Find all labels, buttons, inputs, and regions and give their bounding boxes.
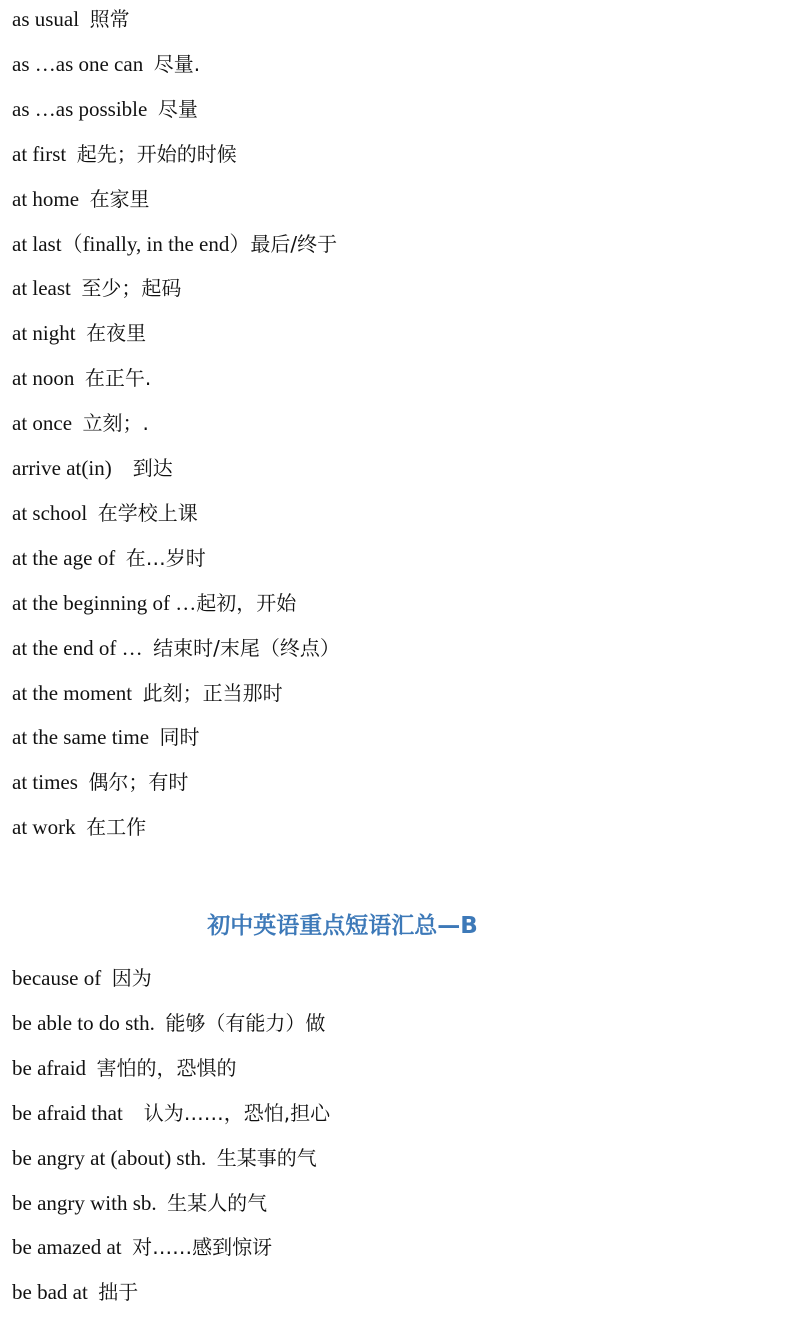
phrase-chinese: 在…岁时	[125, 545, 206, 570]
phrase-line	[12, 4, 130, 34]
phrase-gap	[76, 321, 87, 345]
phrase-chinese: 害怕的，恐惧的	[96, 1055, 237, 1080]
phrase-english: at the age of	[12, 545, 116, 570]
phrase-gap	[88, 1280, 99, 1304]
phrase-chinese: 尽量	[157, 96, 198, 121]
phrase-gap	[149, 725, 160, 749]
phrase-english: at work	[12, 815, 76, 840]
phrase-english: be afraid that	[12, 1100, 123, 1125]
phrase-english: at the moment	[12, 680, 133, 705]
phrase-chinese: 在学校上课	[97, 500, 198, 525]
phrase-line	[12, 1008, 325, 1038]
phrase-gap	[86, 1056, 97, 1080]
phrase-chinese: 偶尔；有时	[88, 770, 189, 795]
phrase-chinese: 认为……，恐怕,担心	[143, 1100, 331, 1125]
phrase-chinese: 生某事的气	[216, 1145, 317, 1170]
phrase-line	[12, 1277, 138, 1307]
phrase-english: be angry with sb.	[12, 1190, 157, 1215]
phrase-gap	[79, 7, 90, 31]
phrase-chinese: 照常	[89, 7, 130, 31]
phrase-line	[12, 1098, 330, 1128]
phrase-gap	[66, 142, 77, 166]
phrase-chinese: 在家里	[89, 186, 150, 211]
phrase-english: as …as possible	[12, 96, 148, 121]
phrase-chinese: 对……感到惊讶	[132, 1235, 273, 1260]
phrase-english: as usual	[12, 7, 80, 31]
phrase-english: at first	[12, 141, 67, 166]
phrase-english: be amazed at	[12, 1235, 122, 1260]
phrase-line	[12, 633, 340, 663]
section-b-heading: 初中英语重点短语汇总—B	[207, 913, 478, 939]
phrase-gap	[74, 366, 85, 390]
phrase-english: be afraid	[12, 1055, 87, 1080]
phrase-line	[12, 1232, 272, 1262]
phrase-chinese: 能够（有能力）做	[165, 1010, 326, 1035]
phrase-chinese: 结束时/末尾（终点）	[153, 635, 340, 660]
phrase-chinese: 拙于	[98, 1280, 139, 1305]
phrase-chinese: 立刻；.	[82, 411, 149, 436]
phrase-chinese: 同时	[159, 725, 200, 750]
phrase-english: at once	[12, 411, 73, 436]
phrase-chinese: 尽量.	[153, 51, 201, 76]
phrase-line	[12, 363, 151, 393]
phrase-line	[12, 273, 181, 303]
phrase-gap	[72, 411, 83, 435]
phrase-gap	[155, 1011, 166, 1035]
phrase-chinese: 最后/终于	[250, 231, 338, 256]
phrase-gap	[78, 770, 89, 794]
phrase-line	[12, 1143, 317, 1173]
phrase-gap	[115, 546, 126, 570]
phrase-line	[12, 1188, 267, 1218]
phrase-line	[12, 184, 150, 214]
phrase-english: be bad at	[12, 1280, 88, 1305]
phrase-english: at the beginning of …	[12, 590, 197, 615]
phrase-english: be able to do sth.	[12, 1010, 155, 1035]
phrase-line	[12, 588, 296, 618]
phrase-english: at night	[12, 321, 76, 346]
phrase-line	[12, 767, 188, 797]
phrase-english: at the end of …	[12, 635, 143, 660]
phrase-gap	[143, 52, 154, 76]
phrase-line	[12, 453, 173, 483]
phrase-gap	[122, 1235, 133, 1259]
phrase-line	[12, 722, 200, 752]
phrase-english: at school	[12, 500, 88, 525]
phrase-english: at noon	[12, 366, 75, 391]
phrase-english: because of	[12, 966, 102, 990]
phrase-chinese: 到达	[132, 456, 173, 480]
phrase-line	[12, 1053, 237, 1083]
phrase-chinese: 因为	[111, 966, 152, 990]
phrase-english: at least	[12, 276, 71, 301]
phrase-gap	[157, 1191, 168, 1215]
phrase-gap	[147, 97, 158, 121]
phrase-chinese: 起初，开始	[196, 590, 297, 615]
phrase-gap	[101, 966, 112, 990]
phrase-chinese: 在夜里	[86, 321, 147, 346]
phrase-gap	[206, 1146, 217, 1170]
phrase-line	[12, 963, 152, 993]
phrase-line	[12, 94, 198, 124]
phrase-gap	[71, 276, 82, 300]
phrase-gap	[123, 1101, 144, 1125]
phrase-gap	[87, 501, 98, 525]
phrase-line	[12, 408, 149, 438]
phrase-line	[12, 543, 206, 573]
phrase-gap	[76, 815, 87, 839]
phrase-english: at last（finally, in the end）	[12, 231, 251, 256]
phrase-chinese: 此刻；正当那时	[142, 680, 283, 705]
phrase-gap	[79, 187, 90, 211]
phrase-chinese: 在正午.	[84, 366, 152, 391]
phrase-chinese: 在工作	[86, 815, 147, 840]
phrase-line	[12, 229, 337, 259]
phrase-line	[12, 139, 237, 169]
phrase-chinese: 生某人的气	[167, 1190, 268, 1215]
phrase-line	[12, 49, 200, 79]
phrase-english: arrive at(in)	[12, 456, 112, 480]
phrase-line	[12, 678, 283, 708]
phrase-gap	[112, 456, 133, 480]
phrase-english: at home	[12, 186, 80, 211]
phrase-line	[12, 318, 146, 348]
phrase-chinese: 至少；起码	[81, 276, 182, 301]
phrase-english: at times	[12, 770, 78, 795]
phrase-gap	[132, 681, 143, 705]
phrase-english: as …as one can	[12, 51, 144, 76]
phrase-english: be angry at (about) sth.	[12, 1145, 207, 1170]
phrase-english: at the same time	[12, 725, 150, 750]
phrase-line	[12, 812, 146, 842]
phrase-line	[12, 498, 198, 528]
phrase-chinese: 起先；开始的时候	[76, 141, 237, 166]
phrase-gap	[143, 636, 154, 660]
